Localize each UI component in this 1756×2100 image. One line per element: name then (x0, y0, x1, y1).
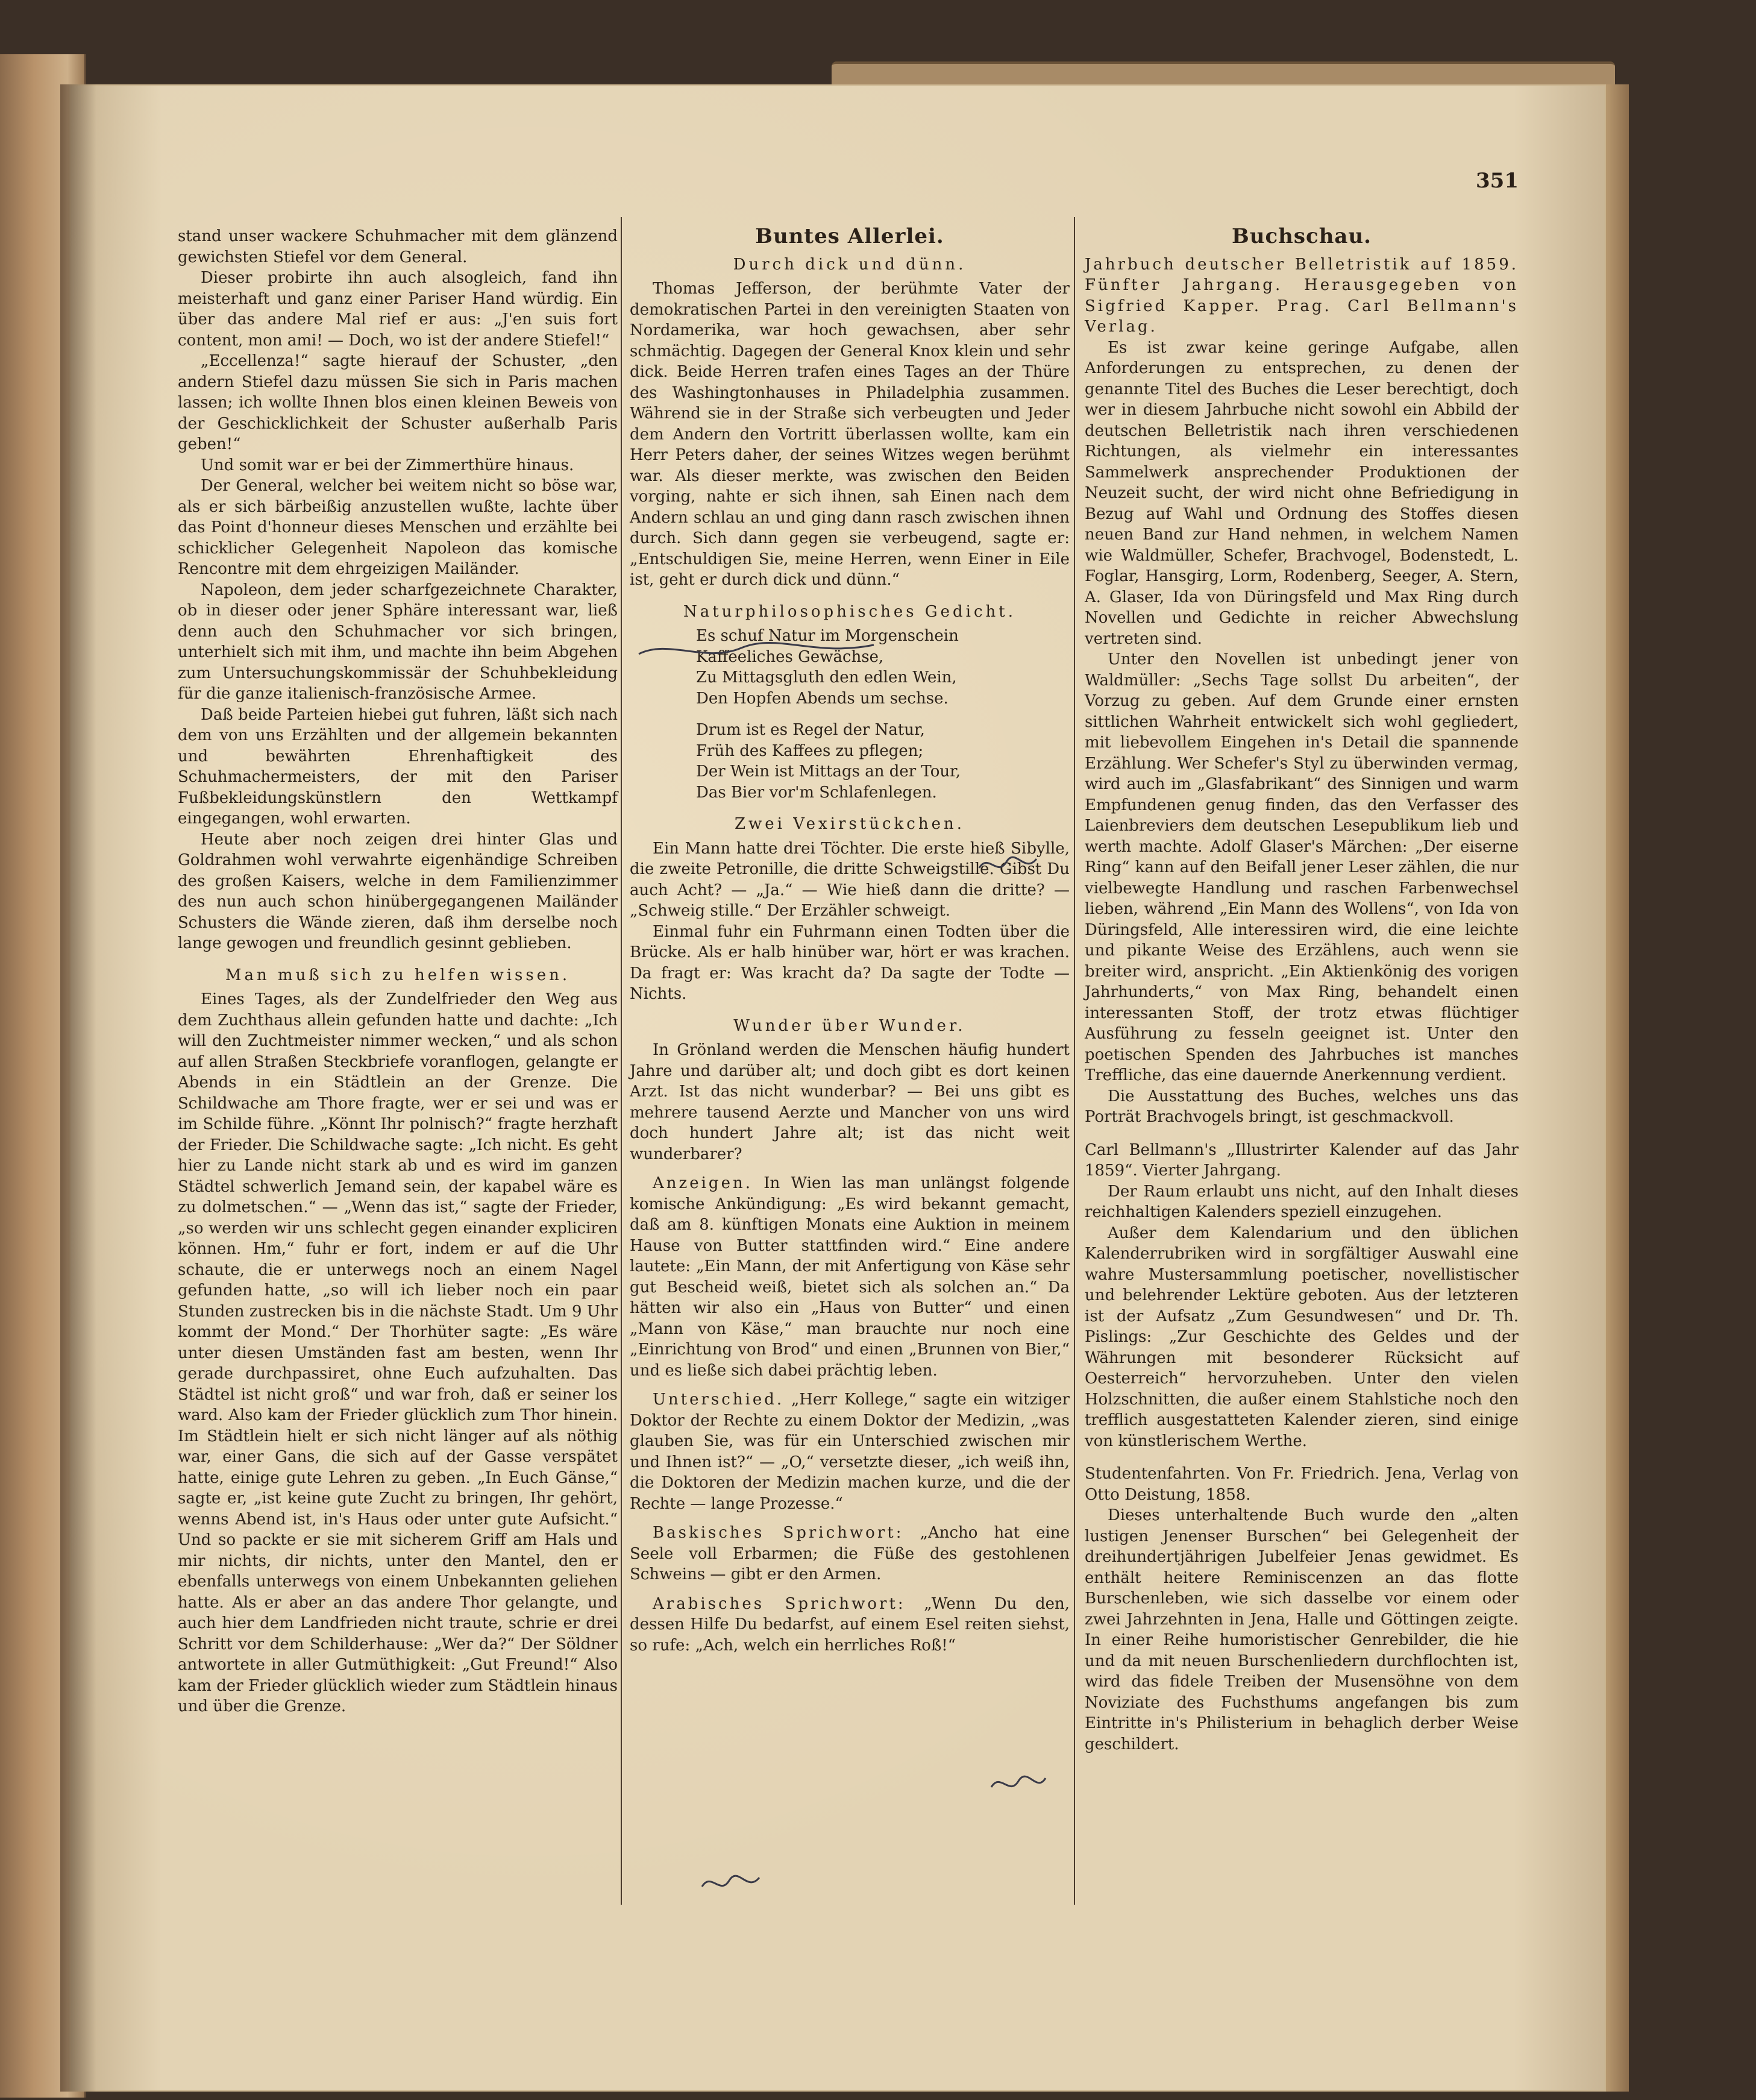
paragraph (630, 1594, 1070, 1656)
paragraph: In Grönland werden die Menschen häufig hundert Jahre und darüber alt; und doch gibt es dort keinen Arzt. Ist das nicht wunderbar? — Bei uns gibt es mehrere tausend Aerzte und Mancher von uns wird doch hundert Jahre alt; ist das nicht weit wunderbarer? (630, 1041, 1070, 1163)
poem-line: Der Wein ist Mittags an der Tour, (696, 762, 961, 781)
paragraph: Ein Mann hatte drei Töchter. Die erste hieß Sibylle, die zweite Petronille, die dritte Schweigstille. Gibst Du auch Acht? — „Ja.“ — Wie hieß dann die dritte? — „Schweig stille.“ Der Erzähler schweigt. (630, 839, 1070, 920)
poem-line: Früh des Kaffees zu pflegen; (696, 741, 924, 760)
poem-line: Den Hopfen Abends um sechse. (696, 689, 949, 708)
paragraph: Außer dem Kalendarium und den üblichen Kalenderrubriken wird in sorgfältiger Auswahl eine wahre Mustersammlung poetischer, novellistischer und belehrender Lektüre geboten. Aus der letzteren ist der Aufsatz „Zum Gesundwesen“ und Dr. Th. Pislings: „Zur Geschichte des Geldes und der Währungen mit besonderer Rücksicht auf Oesterreich“ hervorzuheben. Unter den vielen Holzschnitten, die außer einem Stahlstiche noch den trefflich ausgestatteten Kalender zieren, sind einige von künstlerischem Werthe. (1085, 1224, 1519, 1450)
paragraph: Unter den Novellen ist unbedingt jener von Waldmüller: „Sechs Tage sollst Du arbeiten“, der Vorzug zu geben. Auf dem Grunde einer ernsten sittlichen Wahrheit entwickelt sich wohl gegliedert, mit liebevollem Eingehen in's Detail die spannende Erzählung. Wer Schefer's Styl zu überwinden vermag, wird auch im „Glasfabrikant“ des Sinnigen und warm Empfundenen genug finden, das den Verfasser des Laienbreviers dem deutschen Lesepublikum lieb und werth machte. Adolf Glaser's Märchen: „Der eiserne Ring“ kann auf den Beifall jener Leser zählen, die nur vielbewegte Handlung und raschen Farbenwechsel lieben, während „Ein Mann des Wollens“, von Ida von Düringsfeld, Alle interessiren wird, die eine leichte und pikante Weise des Erzählens, auch wenn sie breiter wird, anspricht. „Ein Aktienkönig des vorigen Jahrhunderts,“ von Max Ring, behandelt einen interessanten Stoff, der trotz etwas flüchtiger Ausführung zu fesseln geeignet ist. Unter den poetischen Spenden des Jahrbuches ist manches Treffliche, das eine dauernde Anerkennung verdient. (1085, 650, 1519, 1084)
paragraph: Napoleon, dem jeder scharfgezeichnete Charakter, ob in dieser oder jener Sphäre interessant war, ließ denn auch den Schuhmacher vor sich bringen, unterhielt sich mit ihm, und machte ihn beim Abgehen zum Untersuchungskommissär der Schuhbekleidung für die ganze italienisch-französische Armee. (178, 580, 618, 703)
right-page-edge (1606, 84, 1629, 2092)
pencil-initials-mark (699, 1869, 765, 1899)
article-title: Zwei Vexirstückchen. (734, 815, 965, 833)
poem-line: Das Bier vor'm Schlafenlegen. (696, 783, 937, 802)
article-title: Wunder über Wunder. (733, 1016, 966, 1035)
poem-line: Es schuf Natur im Morgenschein (696, 627, 959, 645)
poem-stanza (696, 720, 1070, 803)
paragraph: Heute aber noch zeigen drei hinter Glas und Goldrahmen wohl verwahrte eigenhändige Schreiben des großen Kaisers, welche in dem Familienzimmer des nun auch schon hinübergegangenen Mailänder Schusters die Wände zieren, daß ihm derselbe noch lange gewogen und freundlich gesinnt geblieben. (178, 830, 618, 952)
poem-line: Drum ist es Regel der Natur, (696, 721, 925, 739)
run-in-heading: Baskisches Sprichwort: (653, 1524, 904, 1542)
column-rule-1 (621, 217, 622, 1905)
article-title: Man muß sich zu helfen wissen. (225, 966, 571, 984)
paragraph: Eines Tages, als der Zundelfrieder den Weg aus dem Zuchthaus allein gefunden hatte und dachte: „Ich will den Zuchtmeister nimmer wecken,“ und als schon auf allen Straßen Steckbriefe voranflogen, gelangte er Abends in ein Städtlein an der Grenze. Die Schildwache am Thore fragte, wer er sei und was er im Schilde führe. „Könnt Ihr polnisch?“ fragte herzhaft der Frieder. Die Schildwache sagte: „Ich nicht. Es geht hier zu Lande nicht stark ab und es wird im ganzen Städtel schwerlich Jemand sein, der kapabel wäre es zu dolmetschen.“ — „Wenn das ist,“ sagte der Frieder, „so werden wir uns schlecht gegen einander expliciren können. Hm,“ fuhr er fort, indem er auf die Uhr schaute, die er unterwegs noch an einem Nagel gefunden hatte, „so will ich lieber noch ein paar Stunden zustrecken bis in die nächste Stadt. Um 9 Uhr kommt der Mond.“ Der Thorhüter sagte: „Es wäre unter diesen Umständen fast am besten, wenn Ihr gerade durchpassiret, ohne Euch aufzuhalten. Das Städtel ist nicht groß“ und war froh, daß er seiner los ward. Also kam der Frieder glücklich zum Thor hinein. Im Städtlein hielt er sich nicht länger auf als nöthig war, einer Gans, die sich auf der Gasse verspätet hatte, einige gute Lehren zu geben. „In Euch Gänse,“ sagte er, „ist keine gute Zucht zu bringen, Ihr gehört, wenns Abend ist, in's Haus oder unter gute Aufsicht.“ Und so packte er sie mit sicherem Griff am Hals und mir nichts, dir nichts, unter den Mantel, den er ebenfalls unterwegs von einem Unbekannten geliehen hatte. Als er aber an das andere Thor gelangte, und auch hier dem Landfrieden nicht traute, schrie er drei Schritt vor dem Schilderhause: „Wer da?“ Der Söldner antwortete in aller Gutmüthigkeit: „Gut Freund!“ Also kam der Frieder glücklich wieder zum Städtlein hinaus und über die Grenze. (178, 990, 618, 1715)
pencil-scribble-mark (633, 633, 886, 669)
paragraph-text: „Ancho hat eine Seele voll Erbarmen; die Füße des gestohlenen Schweins — gibt er den Armen. (630, 1524, 1070, 1583)
paragraph-text: In Wien las man unlängst folgende komische Ankündigung: „Es wird bekannt gemacht, daß am 8. künftigen Monats eine Auktion in meinem Hause von Butter stattfinden wird.“ Eine andere lautete: „Ein Mann, der mit Anfertigung von Käse sehr gut Bescheid weiß, bietet sich als solchen an.“ Da hätten wir also ein „Haus von Butter“ und einen „Mann von Käse,“ man brauchte nur noch eine „Einrichtung von Brod“ und einen „Brunnen von Bier,“ und es ließe sich dabei prächtig leben. (630, 1174, 1070, 1380)
review-heading: Studentenfahrten. Von Fr. Friedrich. Jena, Verlag von Otto Deistung, 1858. (1085, 1465, 1519, 1504)
paragraph: Und somit war er bei der Zimmerthüre hinaus. (201, 456, 574, 474)
paragraph: Thomas Jefferson, der berühmte Vater der demokratischen Partei in den vereinigten Staaten von Nordamerika, war hoch gewachsen, aber sehr schmächtig. Dagegen der General Knox klein und sehr dick. Beide Herren trafen eines Tages an der Thüre des Washingtonhauses in Philadelphia zusammen. Während sie in der Straße sich verbeugten und Jeder dem Andern den Vortritt überlassen wollte, kam ein Herr Peters daher, der seines Witzes wegen berühmt war. Als dieser merkte, was zwischen den Beiden vorging, nahte er sich ihnen, sah Einen nach dem Andern schlau an und ging dann rasch zwischen ihnen durch. Sich dann gegen sie verbeugend, sagte er: „Entschuldigen Sie, meine Herren, wenn Einer in Eile ist, geht er durch dick und dünn.“ (630, 280, 1070, 589)
poem-line: Zu Mittagsgluth den edlen Wein, (696, 668, 957, 687)
paragraph (630, 1389, 1070, 1514)
paragraph: Der Raum erlaubt uns nicht, auf den Inhalt dieses reichhaltigen Kalenders speziell einzugehen. (1085, 1182, 1519, 1221)
column-3 (1085, 226, 1519, 1755)
review-heading: Jahrbuch deutscher Belletristik auf 1859. Fünfter Jahrgang. Herausgegeben von Sigfried Kapper. Prag. Carl Bellmann's Verlag. (1085, 255, 1519, 336)
article-title: Naturphilosophisches Gedicht. (683, 602, 1017, 621)
pencil-initials-mark (988, 1769, 1049, 1799)
column-1 (178, 226, 618, 1717)
column-2 (630, 226, 1070, 1656)
paragraph: Es ist zwar keine geringe Aufgabe, allen Anforderungen zu entsprechen, zu denen der genannte Titel des Buches die Leser berechtigt, doch wer in diesem Jahrbuche nicht sowohl ein Abbild der deutschen Belletristik nach ihren verschiedenen Richtungen, als vielmehr ein interessantes Sammelwerk ansprechender Produktionen der Neuzeit sucht, der wird nicht ohne Befriedigung in Bezug auf Wahl und Ordnung des Stoffes diesen neuen Band zur Hand nehmen, in welchem Namen wie Waldmüller, Schefer, Brachvogel, Bodenstedt, L. Foglar, Hansgirg, Lorm, Rodenberg, Seeger, A. Stern, A. Glaser, Ida von Düringsfeld und Max Ring durch Novellen und Gedichte in reicher Abwechslung vertreten sind. (1085, 338, 1519, 648)
paragraph-text: „Wenn Du den, dessen Hilfe Du bedarfst, auf einem Esel reiten siehst, so rufe: „Ach, welch ein herrliches Roß!“ (630, 1594, 1070, 1655)
article-title: Durch dick und dünn. (733, 255, 967, 274)
paragraph: Einmal fuhr ein Fuhrmann einen Todten über die Brücke. Als er halb hinüber war, hört er was krachen. Da fragt er: Was kracht da? Da sagte der Todte — Nichts. (630, 922, 1070, 1003)
page-number: 351 (1476, 169, 1519, 193)
pencil-initials-mark (976, 850, 1043, 880)
paragraph-text: „Herr Kollege,“ sagte ein witziger Doktor der Rechte zu einem Doktor der Medizin, „was glauben Sie, was für ein Unterschied zwischen mir und Ihnen ist?“ — „O,“ versetzte dieser, „ich weiß ihn, die Doktoren der Medizin machen kurze, und die der Rechte — lange Prozesse.“ (630, 1391, 1070, 1513)
spine-shadow (60, 84, 96, 2092)
paragraph: stand unser wackere Schuhmacher mit dem glänzend gewichsten Stiefel vor dem General. (178, 227, 618, 266)
run-in-heading: Unterschied. (653, 1391, 785, 1409)
paragraph (630, 1523, 1070, 1585)
paragraph (630, 1173, 1070, 1381)
run-in-heading: Arabisches Sprichwort: (653, 1594, 906, 1613)
section-title: Buntes Allerlei. (755, 224, 944, 248)
run-in-heading: Anzeigen. (653, 1174, 753, 1192)
review-heading: Carl Bellmann's „Illustrirter Kalender auf das Jahr 1859“. Vierter Jahrgang. (1085, 1140, 1519, 1180)
column-rule-2 (1074, 217, 1075, 1905)
paragraph: Der General, welcher bei weitem nicht so böse war, als er sich bärbeißig anzustellen wußte, lachte über das Point d'honneur dieses Menschen und erzählte bei schicklicher Gelegenheit Napoleon das komische Rencontre mit dem ehrgeizigen Mailänder. (178, 477, 618, 578)
paragraph: „Eccellenza!“ sagte hierauf der Schuster, „den andern Stiefel dazu müssen Sie sich in Paris machen lassen; ich wollte Ihnen blos einen kleinen Beweis von der Geschicklichkeit der Schuster außerhalb Paris geben!“ (178, 352, 618, 453)
paragraph: Dieses unterhaltende Buch wurde den „alten lustigen Jenenser Burschen“ bei Gelegenheit der dreihundertjährigen Jubelfeier Jenas gewidmet. Es enthält heitere Reminiscenzen an das flotte Burschenleben, wie sich dasselbe vor einem oder zwei Jahrzehnten in Jena, Halle und Göttingen zeigte. In einer Reihe humoristischer Genrebilder, die hie und da mit neuen Burschenliedern durchflochten ist, wird das fidele Treiben der Musensöhne von dem Noviziate des Fuchsthums angefangen bis zum Eintritte in's Philisterium in behaglich derber Weise geschildert. (1085, 1506, 1519, 1753)
section-title: Buchschau. (1231, 224, 1372, 248)
poem-line: Kaffeeliches Gewächse, (696, 647, 884, 666)
paragraph: Dieser probirte ihn auch alsogleich, fand ihn meisterhaft und ganz einer Pariser Hand würdig. Ein über das andere Mal rief er aus: „J'en suis fort content, mon ami! — Doch, wo ist der andere Stiefel!“ (178, 269, 618, 350)
paragraph: Daß beide Parteien hiebei gut fuhren, läßt sich nach dem von uns Erzählten und der allgemein bekannten und bewährten Ehrenhaftigkeit des Schuhmachermeisters, der mit den Pariser Fußbekleidungskünstlern den Wettkampf eingegangen, wohl erwarten. (178, 705, 618, 828)
paragraph: Die Ausstattung des Buches, welches uns das Porträt Brachvogels bringt, ist geschmackvoll. (1085, 1087, 1519, 1126)
